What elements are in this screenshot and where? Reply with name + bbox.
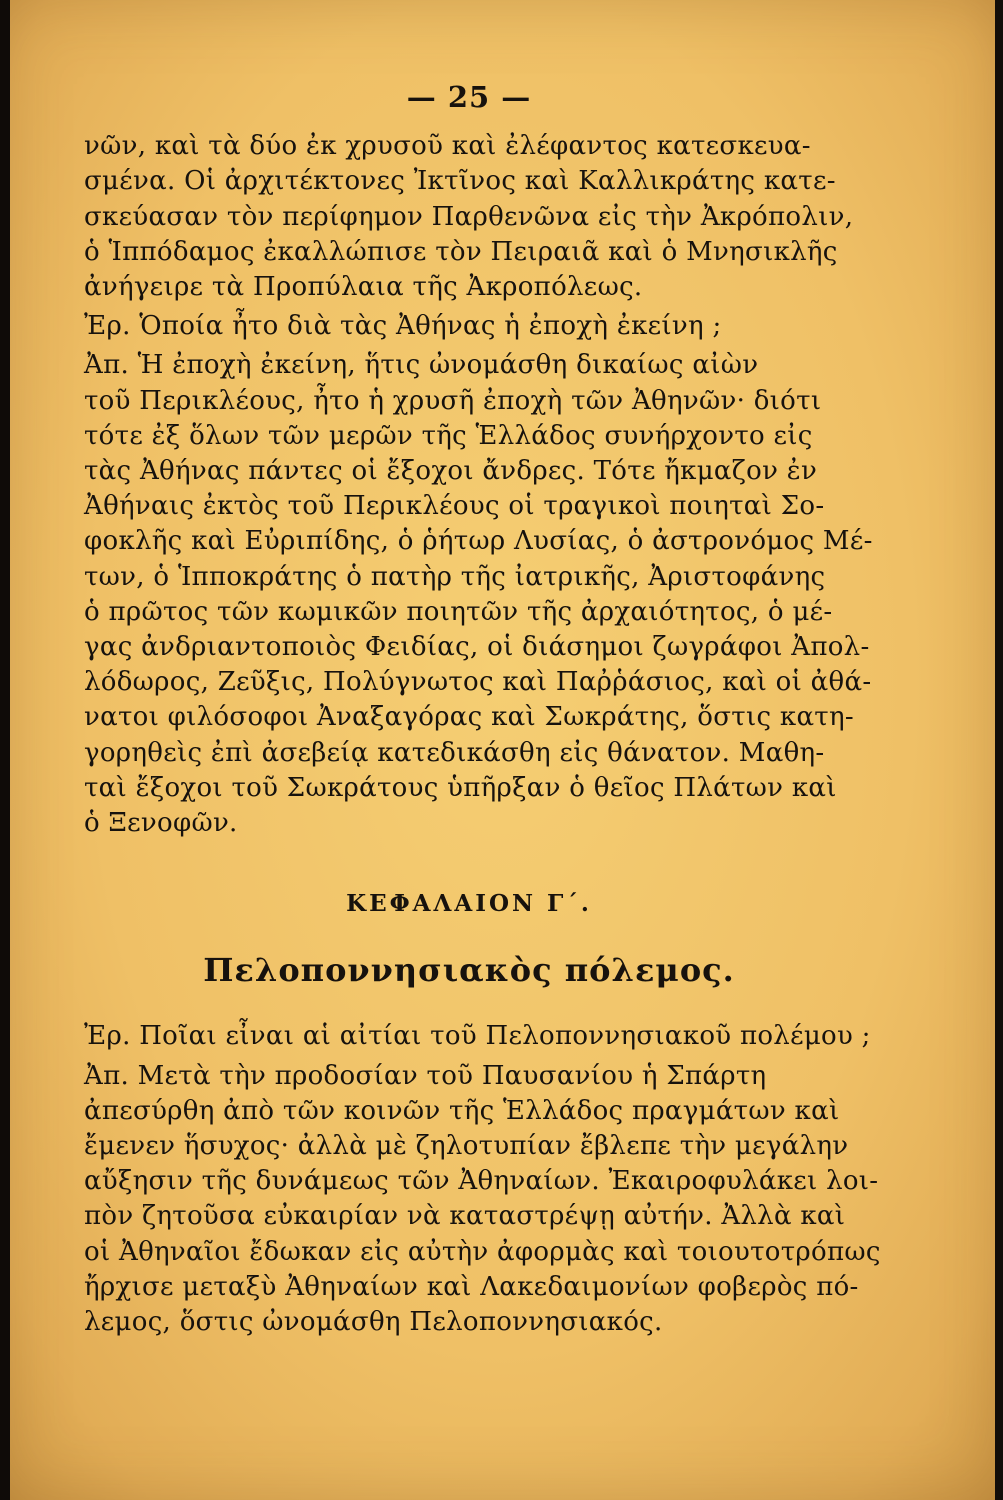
text-line: φοκλῆς καὶ Εὐριπίδης, ὁ ῥήτωρ Λυσίας, ὁ ἀστρονόμος Μέ- [84,526,873,557]
text-line: ταὶ ἔξοχοι τοῦ Σωκράτους ὑπῆρξαν ὁ θεῖος Πλάτων καὶ [84,772,837,803]
text-line: λεμος, ὅστις ὠνομάσθη Πελοποννησιακός. [84,1307,663,1338]
chapter-title: ΚΕΦΑΛΑΙΟΝ Γ΄. [346,890,592,918]
text-line: ἔμενεν ἥσυχος· ἀλλὰ μὲ ζηλοτυπίαν ἔβλεπε τὴν μεγάλην [84,1131,849,1162]
text-line: τοῦ Περικλέους, ἦτο ἡ χρυσῆ ἐποχὴ τῶν Ἀθηνῶν· διότι [84,385,822,416]
page-number: — 25 — [406,80,532,114]
text-line: νατοι φιλόσοφοι Ἀναξαγόρας καὶ Σωκράτης, ὅστις κατη- [84,702,854,733]
question-two [84,1019,871,1054]
text-line: αὔξησιν τῆς δυνάμεως τῶν Ἀθηναίων. Ἐκαιροφυλάκει λοι- [84,1166,879,1197]
text-line: ὁ Ξενοφῶν. [84,808,238,839]
scan-edge-right [995,0,1003,1500]
text-line: ἤρχισε μεταξὺ Ἀθηναίων καὶ Λακεδαιμονίων φοβερὸς πό- [84,1271,859,1302]
text-line: πὸν ζητοῦσα εὐκαιρίαν νὰ καταστρέψῃ αὐτήν. Ἀλλὰ καὶ [84,1201,846,1232]
text-line: γας ἀνδριαντοποιὸς Φειδίας, οἱ διάσημοι ζωγράφοι Ἀπολ- [84,632,870,663]
text-line: τὰς Ἀθήνας πάντες οἱ ἔξοχοι ἄνδρες. Τότε ἤκμαζον ἐν [84,456,818,487]
text-line: λόδωρος, Ζεῦξις, Πολύγνωτος καὶ Παῤῥάσιος, καὶ οἱ ἀθά- [84,667,872,698]
text-line: Ἐρ. Ποῖαι εἶναι αἱ αἰτίαι τοῦ Πελοποννησιακοῦ πολέμου ; [84,1021,871,1052]
scan-edge-left [0,0,10,1500]
text-line: ἀνήγειρε τὰ Προπύλαια τῆς Ἀκροπόλεως. [84,272,643,303]
text-line: σμένα. Οἱ ἀρχιτέκτονες Ἰκτῖνος καὶ Καλλικράτης κατε- [84,166,836,197]
text-line: οἱ Ἀθηναῖοι ἔδωκαν εἰς αὐτὴν ἀφορμὰς καὶ τοιουτοτρόπως [84,1236,881,1267]
text-line: των, ὁ Ἱπποκράτης ὁ πατὴρ τῆς ἰατρικῆς, Ἀριστοφάνης [84,561,826,592]
text-line: Ἀθήναις ἐκτὸς τοῦ Περικλέους οἱ τραγικοὶ ποιηταὶ Σο- [84,491,825,522]
text-line: γορηθεὶς ἐπὶ ἀσεβείᾳ κατεδικάσθη εἰς θάνατον. Μαθη- [84,737,825,768]
question-one [84,309,854,344]
text-line: ὁ πρῶτος τῶν κωμικῶν ποιητῶν τῆς ἀρχαιότητος, ὁ μέ- [84,596,833,627]
text-line: Ἀπ. Ἡ ἐποχὴ ἐκείνη, ἥτις ὠνομάσθη δικαίως αἰὼν [84,350,759,381]
text-line: Ἀπ. Μετὰ τὴν προδοσίαν τοῦ Παυσανίου ἡ Σπάρτη [84,1060,767,1091]
page-content [84,80,881,1340]
text-line: νῶν, καὶ τὰ δύο ἐκ χρυσοῦ καὶ ἐλέφαντος κατεσκευα- [84,131,811,162]
section-title: Πελοποννησιακὸς πόλεμος. [203,951,735,990]
text-line: Ἐρ. Ὁποία ἦτο διὰ τὰς Ἀθήνας ἡ ἐποχὴ ἐκείνη ; [84,311,722,342]
answer-two [84,1059,881,1341]
paragraph-intro [84,129,854,305]
text-line: τότε ἐξ ὅλων τῶν μερῶν τῆς Ἑλλάδος συνήρχοντο εἰς [84,420,813,451]
text-line: σκεύασαν τὸν περίφημον Παρθενῶνα εἰς τὴν Ἀκρόπολιν, [84,201,854,232]
text-line: ἀπεσύρθη ἀπὸ τῶν κοινῶν τῆς Ἑλλάδος πραγμάτων καὶ [84,1095,840,1126]
text-line: ὁ Ἱππόδαμος ἐκαλλώπισε τὸν Πειραιᾶ καὶ ὁ Μνησικλῆς [84,236,838,267]
answer-one [84,348,873,841]
